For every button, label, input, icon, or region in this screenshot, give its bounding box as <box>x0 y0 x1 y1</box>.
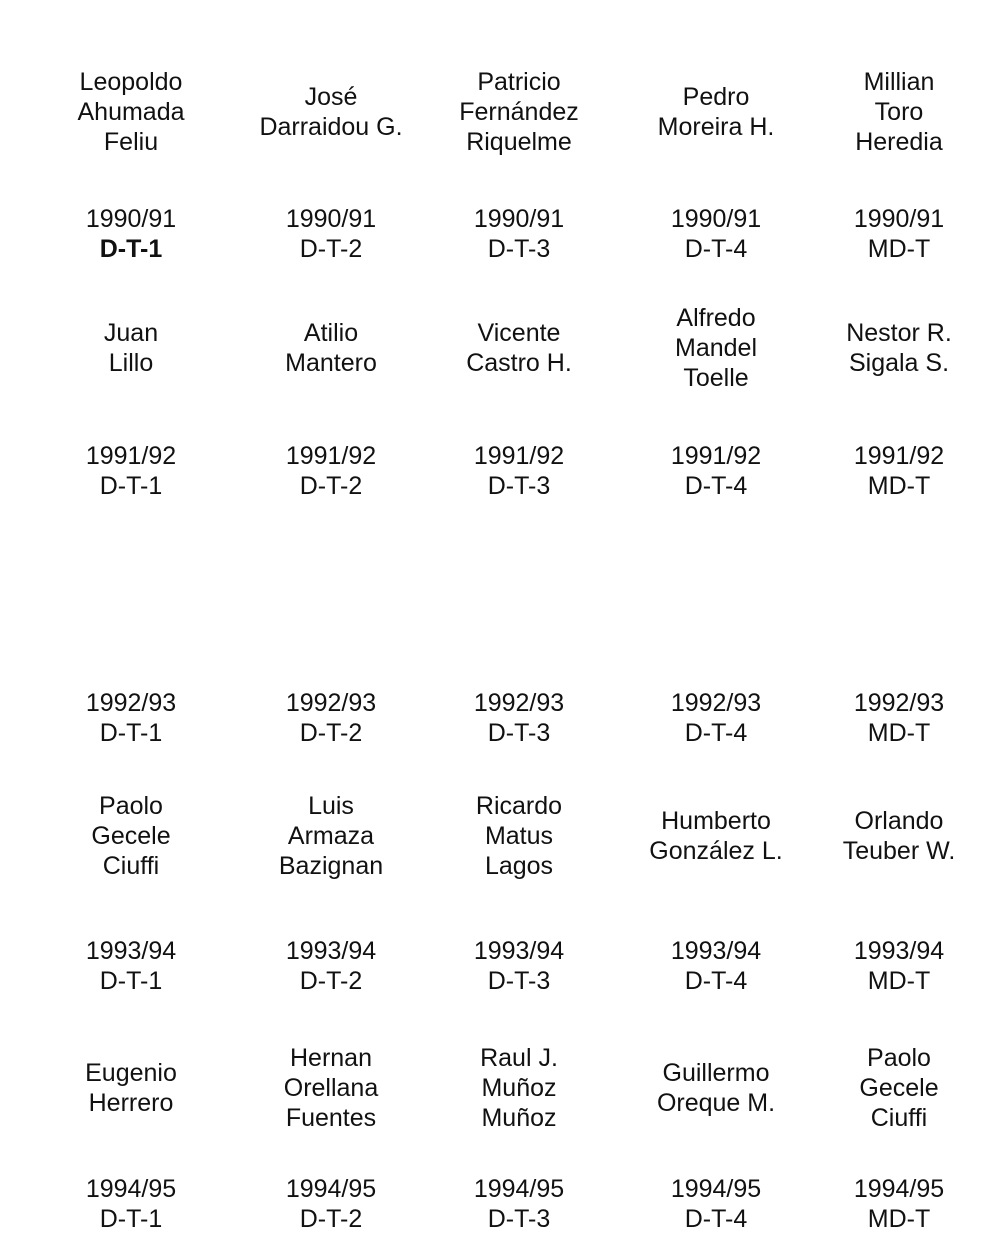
person-name <box>236 318 426 378</box>
name-line: Luis <box>308 792 354 820</box>
name-line: Paolo <box>99 792 163 820</box>
division-code: D-T-4 <box>684 472 748 500</box>
name-line: Matus <box>484 822 554 850</box>
division-code: D-T-1 <box>99 235 163 263</box>
name-line: Teuber W. <box>842 837 956 865</box>
person-name <box>621 303 811 393</box>
division-code: D-T-2 <box>299 472 363 500</box>
name-line: Darraidou G. <box>259 113 403 141</box>
season-year: 1990/91 <box>473 205 565 233</box>
season-year: 1992/93 <box>670 689 762 717</box>
division-code: D-T-2 <box>299 967 363 995</box>
division-code: MD-T <box>867 719 931 747</box>
division-code: D-T-4 <box>684 719 748 747</box>
name-line: Vicente <box>477 319 561 347</box>
division-code: D-T-2 <box>299 1205 363 1233</box>
division-code: D-T-3 <box>487 967 551 995</box>
season-year: 1990/91 <box>85 205 177 233</box>
name-line: Millian <box>863 68 935 96</box>
division-code: D-T-1 <box>99 967 163 995</box>
season-year: 1993/94 <box>285 937 377 965</box>
name-line: Mandel <box>675 334 757 362</box>
season-year: 1991/92 <box>285 442 377 470</box>
name-line: Patricio <box>477 68 561 96</box>
division-code: D-T-3 <box>487 1205 551 1233</box>
name-line: Ricardo <box>475 792 563 820</box>
season-year: 1992/93 <box>285 689 377 717</box>
season-entry <box>236 1174 426 1234</box>
season-year: 1990/91 <box>853 205 945 233</box>
name-line: Bazignan <box>278 852 384 880</box>
season-entry <box>621 936 811 996</box>
person-name <box>804 67 994 157</box>
season-entry <box>424 936 614 996</box>
name-line: Humberto <box>661 807 771 835</box>
name-line: Heredia <box>855 128 943 156</box>
name-line: Moreira H. <box>657 113 775 141</box>
season-entry <box>621 204 811 264</box>
name-line: Orlando <box>854 807 944 835</box>
season-year: 1991/92 <box>473 442 565 470</box>
name-line: Ciuffi <box>870 1104 928 1132</box>
person-name <box>36 1058 226 1118</box>
name-line: Orellana <box>283 1074 379 1102</box>
division-code: D-T-3 <box>487 719 551 747</box>
name-line: Fuentes <box>285 1104 377 1132</box>
season-entry <box>424 1174 614 1234</box>
season-year: 1991/92 <box>853 442 945 470</box>
name-line: Muñoz <box>481 1104 557 1132</box>
person-name <box>236 1043 426 1133</box>
season-entry <box>424 688 614 748</box>
division-code: D-T-3 <box>487 235 551 263</box>
season-entry <box>36 688 226 748</box>
season-entry <box>621 1174 811 1234</box>
division-code: D-T-4 <box>684 235 748 263</box>
division-code: MD-T <box>867 235 931 263</box>
season-entry <box>36 936 226 996</box>
division-code: D-T-2 <box>299 719 363 747</box>
person-name <box>424 318 614 378</box>
name-line: Muñoz <box>481 1074 557 1102</box>
season-entry <box>236 441 426 501</box>
division-code: MD-T <box>867 1205 931 1233</box>
name-line: Mantero <box>285 349 377 377</box>
division-code: MD-T <box>867 967 931 995</box>
season-entry <box>36 204 226 264</box>
name-line: Nestor R. <box>846 319 952 347</box>
name-line: Oreque M. <box>656 1089 776 1117</box>
person-name <box>36 318 226 378</box>
person-name <box>621 82 811 142</box>
season-entry <box>236 204 426 264</box>
name-line: Gecele <box>859 1074 939 1102</box>
name-line: Guillermo <box>662 1059 770 1087</box>
season-year: 1991/92 <box>85 442 177 470</box>
season-year: 1993/94 <box>473 937 565 965</box>
season-year: 1990/91 <box>670 205 762 233</box>
season-year: 1994/95 <box>85 1175 177 1203</box>
name-line: Toelle <box>683 364 749 392</box>
division-code: D-T-4 <box>684 967 748 995</box>
name-line: Castro H. <box>466 349 572 377</box>
division-code: D-T-1 <box>99 472 163 500</box>
name-line: Eugenio <box>85 1059 177 1087</box>
name-line: Juan <box>103 319 159 347</box>
name-line: Gecele <box>91 822 171 850</box>
division-code: D-T-1 <box>99 1205 163 1233</box>
season-entry <box>424 204 614 264</box>
season-year: 1990/91 <box>285 205 377 233</box>
person-name <box>424 1043 614 1133</box>
season-year: 1993/94 <box>853 937 945 965</box>
person-name <box>804 318 994 378</box>
name-line: Riquelme <box>466 128 572 156</box>
season-entry <box>804 441 994 501</box>
division-code: D-T-4 <box>684 1205 748 1233</box>
name-line: Fernández <box>459 98 579 126</box>
season-entry <box>36 441 226 501</box>
season-year: 1992/93 <box>853 689 945 717</box>
name-line: Lagos <box>484 852 554 880</box>
person-name <box>236 82 426 142</box>
person-name <box>804 1043 994 1133</box>
season-entry <box>236 936 426 996</box>
person-name <box>804 806 994 866</box>
name-line: Raul J. <box>480 1044 558 1072</box>
name-line: Toro <box>874 98 924 126</box>
name-line: Lillo <box>108 349 154 377</box>
person-name <box>621 1058 811 1118</box>
season-year: 1994/95 <box>853 1175 945 1203</box>
person-name <box>424 67 614 157</box>
season-year: 1993/94 <box>670 937 762 965</box>
name-line: Hernan <box>290 1044 372 1072</box>
name-line: Armaza <box>287 822 375 850</box>
name-line: Ahumada <box>77 98 185 126</box>
season-entry <box>804 1174 994 1234</box>
name-line: Atilio <box>303 319 359 347</box>
name-line: Feliu <box>103 128 159 156</box>
name-line: Paolo <box>867 1044 931 1072</box>
season-year: 1994/95 <box>285 1175 377 1203</box>
division-code: D-T-1 <box>99 719 163 747</box>
name-line: Leopoldo <box>79 68 183 96</box>
season-entry <box>804 204 994 264</box>
season-entry <box>236 688 426 748</box>
person-name <box>621 806 811 866</box>
season-year: 1993/94 <box>85 937 177 965</box>
name-line: Sigala S. <box>848 349 950 377</box>
division-code: D-T-2 <box>299 235 363 263</box>
name-line: González L. <box>649 837 783 865</box>
name-line: Alfredo <box>676 304 756 332</box>
season-year: 1994/95 <box>670 1175 762 1203</box>
season-year: 1992/93 <box>473 689 565 717</box>
season-entry <box>36 1174 226 1234</box>
season-entry <box>621 688 811 748</box>
season-entry <box>424 441 614 501</box>
person-name <box>236 791 426 881</box>
season-year: 1992/93 <box>85 689 177 717</box>
division-code: D-T-3 <box>487 472 551 500</box>
season-entry <box>804 936 994 996</box>
season-entry <box>804 688 994 748</box>
person-name <box>36 791 226 881</box>
season-year: 1991/92 <box>670 442 762 470</box>
name-line: Ciuffi <box>102 852 160 880</box>
name-line: Herrero <box>88 1089 174 1117</box>
season-year: 1994/95 <box>473 1175 565 1203</box>
person-name <box>36 67 226 157</box>
name-line: José <box>304 83 358 111</box>
division-code: MD-T <box>867 472 931 500</box>
person-name <box>424 791 614 881</box>
season-entry <box>621 441 811 501</box>
name-line: Pedro <box>682 83 750 111</box>
